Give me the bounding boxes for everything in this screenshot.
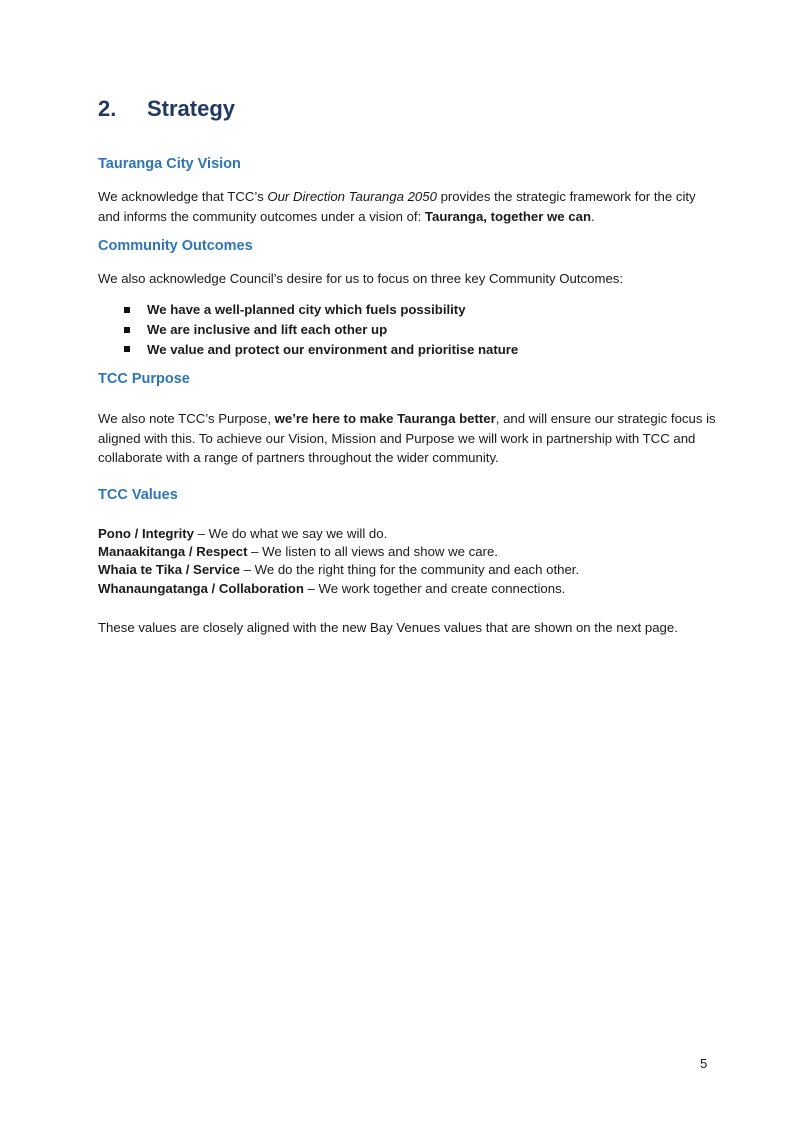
value-name: Manaakitanga / Respect xyxy=(98,544,248,560)
vision-paragraph xyxy=(98,187,718,226)
values-list xyxy=(98,525,718,598)
bullet-square-icon xyxy=(124,346,130,352)
purpose-paragraph xyxy=(98,409,718,468)
purpose-text-1: We also note TCC’s Purpose, xyxy=(98,411,275,426)
section-title: Strategy xyxy=(147,96,236,121)
value-row xyxy=(98,543,718,561)
purpose-statement: we’re here to make Tauranga better xyxy=(274,411,496,426)
purpose-text-2: , and will ensure our strategic focus is aligned with this. To achieve our Vision, Mission and Purpose we will work in partnership with TCC and collaborate with a range of partners throughout the wider community. xyxy=(98,411,716,465)
value-desc: – We do what we say we will do. xyxy=(193,526,388,541)
value-name: Whanaungatanga / Collaboration xyxy=(98,580,304,596)
vision-statement: Tauranga, together we can xyxy=(424,208,592,224)
section-number: 2. xyxy=(98,96,117,121)
outcomes-intro: We also acknowledge Council’s desire for us to focus on three key Community Outcomes: xyxy=(98,271,624,286)
vision-heading: Tauranga City Vision xyxy=(98,156,241,172)
value-row xyxy=(98,561,718,579)
value-desc: – We do the right thing for the community and each other. xyxy=(239,562,580,578)
list-item xyxy=(98,300,718,320)
vision-text-1: We acknowledge that TCC’s xyxy=(98,189,268,204)
vision-text-3: . xyxy=(591,208,595,224)
section-heading xyxy=(98,96,235,122)
vision-doc-name: Our Direction Tauranga 2050 xyxy=(267,189,437,204)
list-item-text: We value and protect our environment and prioritise nature xyxy=(147,341,519,357)
outcomes-heading: Community Outcomes xyxy=(98,238,253,254)
value-desc: – We work together and create connections. xyxy=(303,580,566,596)
vision-text-2: provides the strategic framework for the city and informs the community outcomes under a vision of: xyxy=(98,189,696,224)
value-row xyxy=(98,525,718,543)
value-row xyxy=(98,580,718,598)
value-name: Pono / Integrity xyxy=(98,526,194,541)
purpose-heading: TCC Purpose xyxy=(98,371,190,387)
list-item-text: We are inclusive and lift each other up xyxy=(147,321,388,337)
outcomes-list xyxy=(98,300,718,359)
values-heading: TCC Values xyxy=(98,487,178,503)
value-name: Whaia te Tika / Service xyxy=(98,562,240,578)
values-closing: These values are closely aligned with the new Bay Venues values that are shown on the next page. xyxy=(98,620,678,635)
bullet-square-icon xyxy=(124,307,130,313)
value-desc: – We listen to all views and show we care. xyxy=(247,544,498,560)
bullet-square-icon xyxy=(124,327,130,333)
page-number: 5 xyxy=(700,1056,708,1071)
list-item-text: We have a well-planned city which fuels possibility xyxy=(147,302,466,317)
list-item xyxy=(98,320,718,340)
list-item xyxy=(98,340,718,360)
